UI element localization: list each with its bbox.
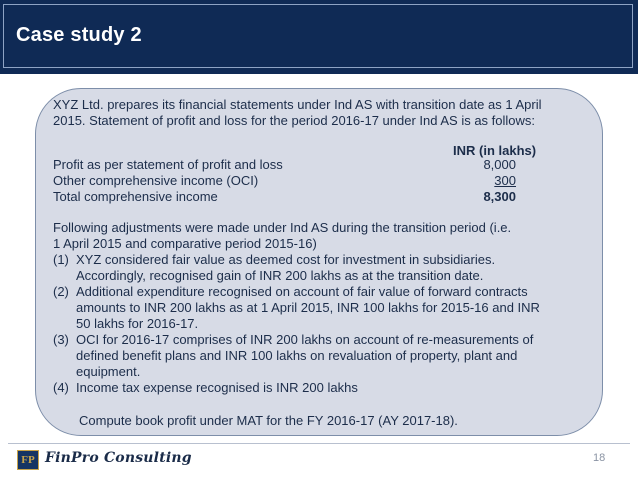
list-item-line: equipment. <box>76 364 141 379</box>
slide-title: Case study 2 <box>16 24 142 46</box>
list-item-line: Accordingly, recognised gain of INR 200 lakhs as at the transition date. <box>76 268 484 283</box>
intro-line-1: XYZ Ltd. prepares its financial statements under Ind AS with transition date as 1 April <box>53 97 542 112</box>
row-value-profit: 8,000 <box>483 157 516 172</box>
column-header: INR (in lakhs) <box>453 143 537 158</box>
company-brand-name: FinPro Consulting <box>45 450 192 466</box>
list-item-line: XYZ considered fair value as deemed cost for investment in subsidiaries. <box>76 252 496 267</box>
adjustments-line-2: 1 April 2015 and comparative period 2015-16) <box>53 236 317 251</box>
list-item-line: Income tax expense recognised is INR 200 lakhs <box>76 380 358 395</box>
task-instruction: Compute book profit under MAT for the FY 2016-17 (AY 2017-18). <box>79 413 458 428</box>
list-item-number: (4) <box>53 380 69 395</box>
row-value-total: 8,300 <box>483 189 516 204</box>
list-item-line: defined benefit plans and INR 100 lakhs on revaluation of property, plant and <box>76 348 518 363</box>
intro-line-2: 2015. Statement of profit and loss for the period 2016-17 under Ind AS is as follows: <box>53 113 536 128</box>
list-item-number: (1) <box>53 252 69 267</box>
row-label-profit: Profit as per statement of profit and loss <box>53 157 283 172</box>
list-item-line: OCI for 2016-17 comprises of INR 200 lakhs on account of re-measurements of <box>76 332 534 347</box>
list-item-number: (2) <box>53 284 69 299</box>
row-label-oci: Other comprehensive income (OCI) <box>53 173 259 188</box>
adjustments-line-1: Following adjustments were made under Ind AS during the transition period (i.e. <box>53 220 512 235</box>
row-value-oci: 300 <box>494 173 516 188</box>
list-item-number: (3) <box>53 332 69 347</box>
footer-divider <box>8 443 630 444</box>
company-logo-mark: FP <box>17 450 39 470</box>
row-label-total: Total comprehensive income <box>53 189 218 204</box>
list-item-line: amounts to INR 200 lakhs as at 1 April 2015, INR 100 lakhs for 2015-16 and INR <box>76 300 540 315</box>
list-item-line: 50 lakhs for 2016-17. <box>76 316 199 331</box>
slide-header <box>0 0 638 74</box>
list-item-line: Additional expenditure recognised on account of fair value of forward contracts <box>76 284 528 299</box>
page-number: 18 <box>593 452 606 464</box>
